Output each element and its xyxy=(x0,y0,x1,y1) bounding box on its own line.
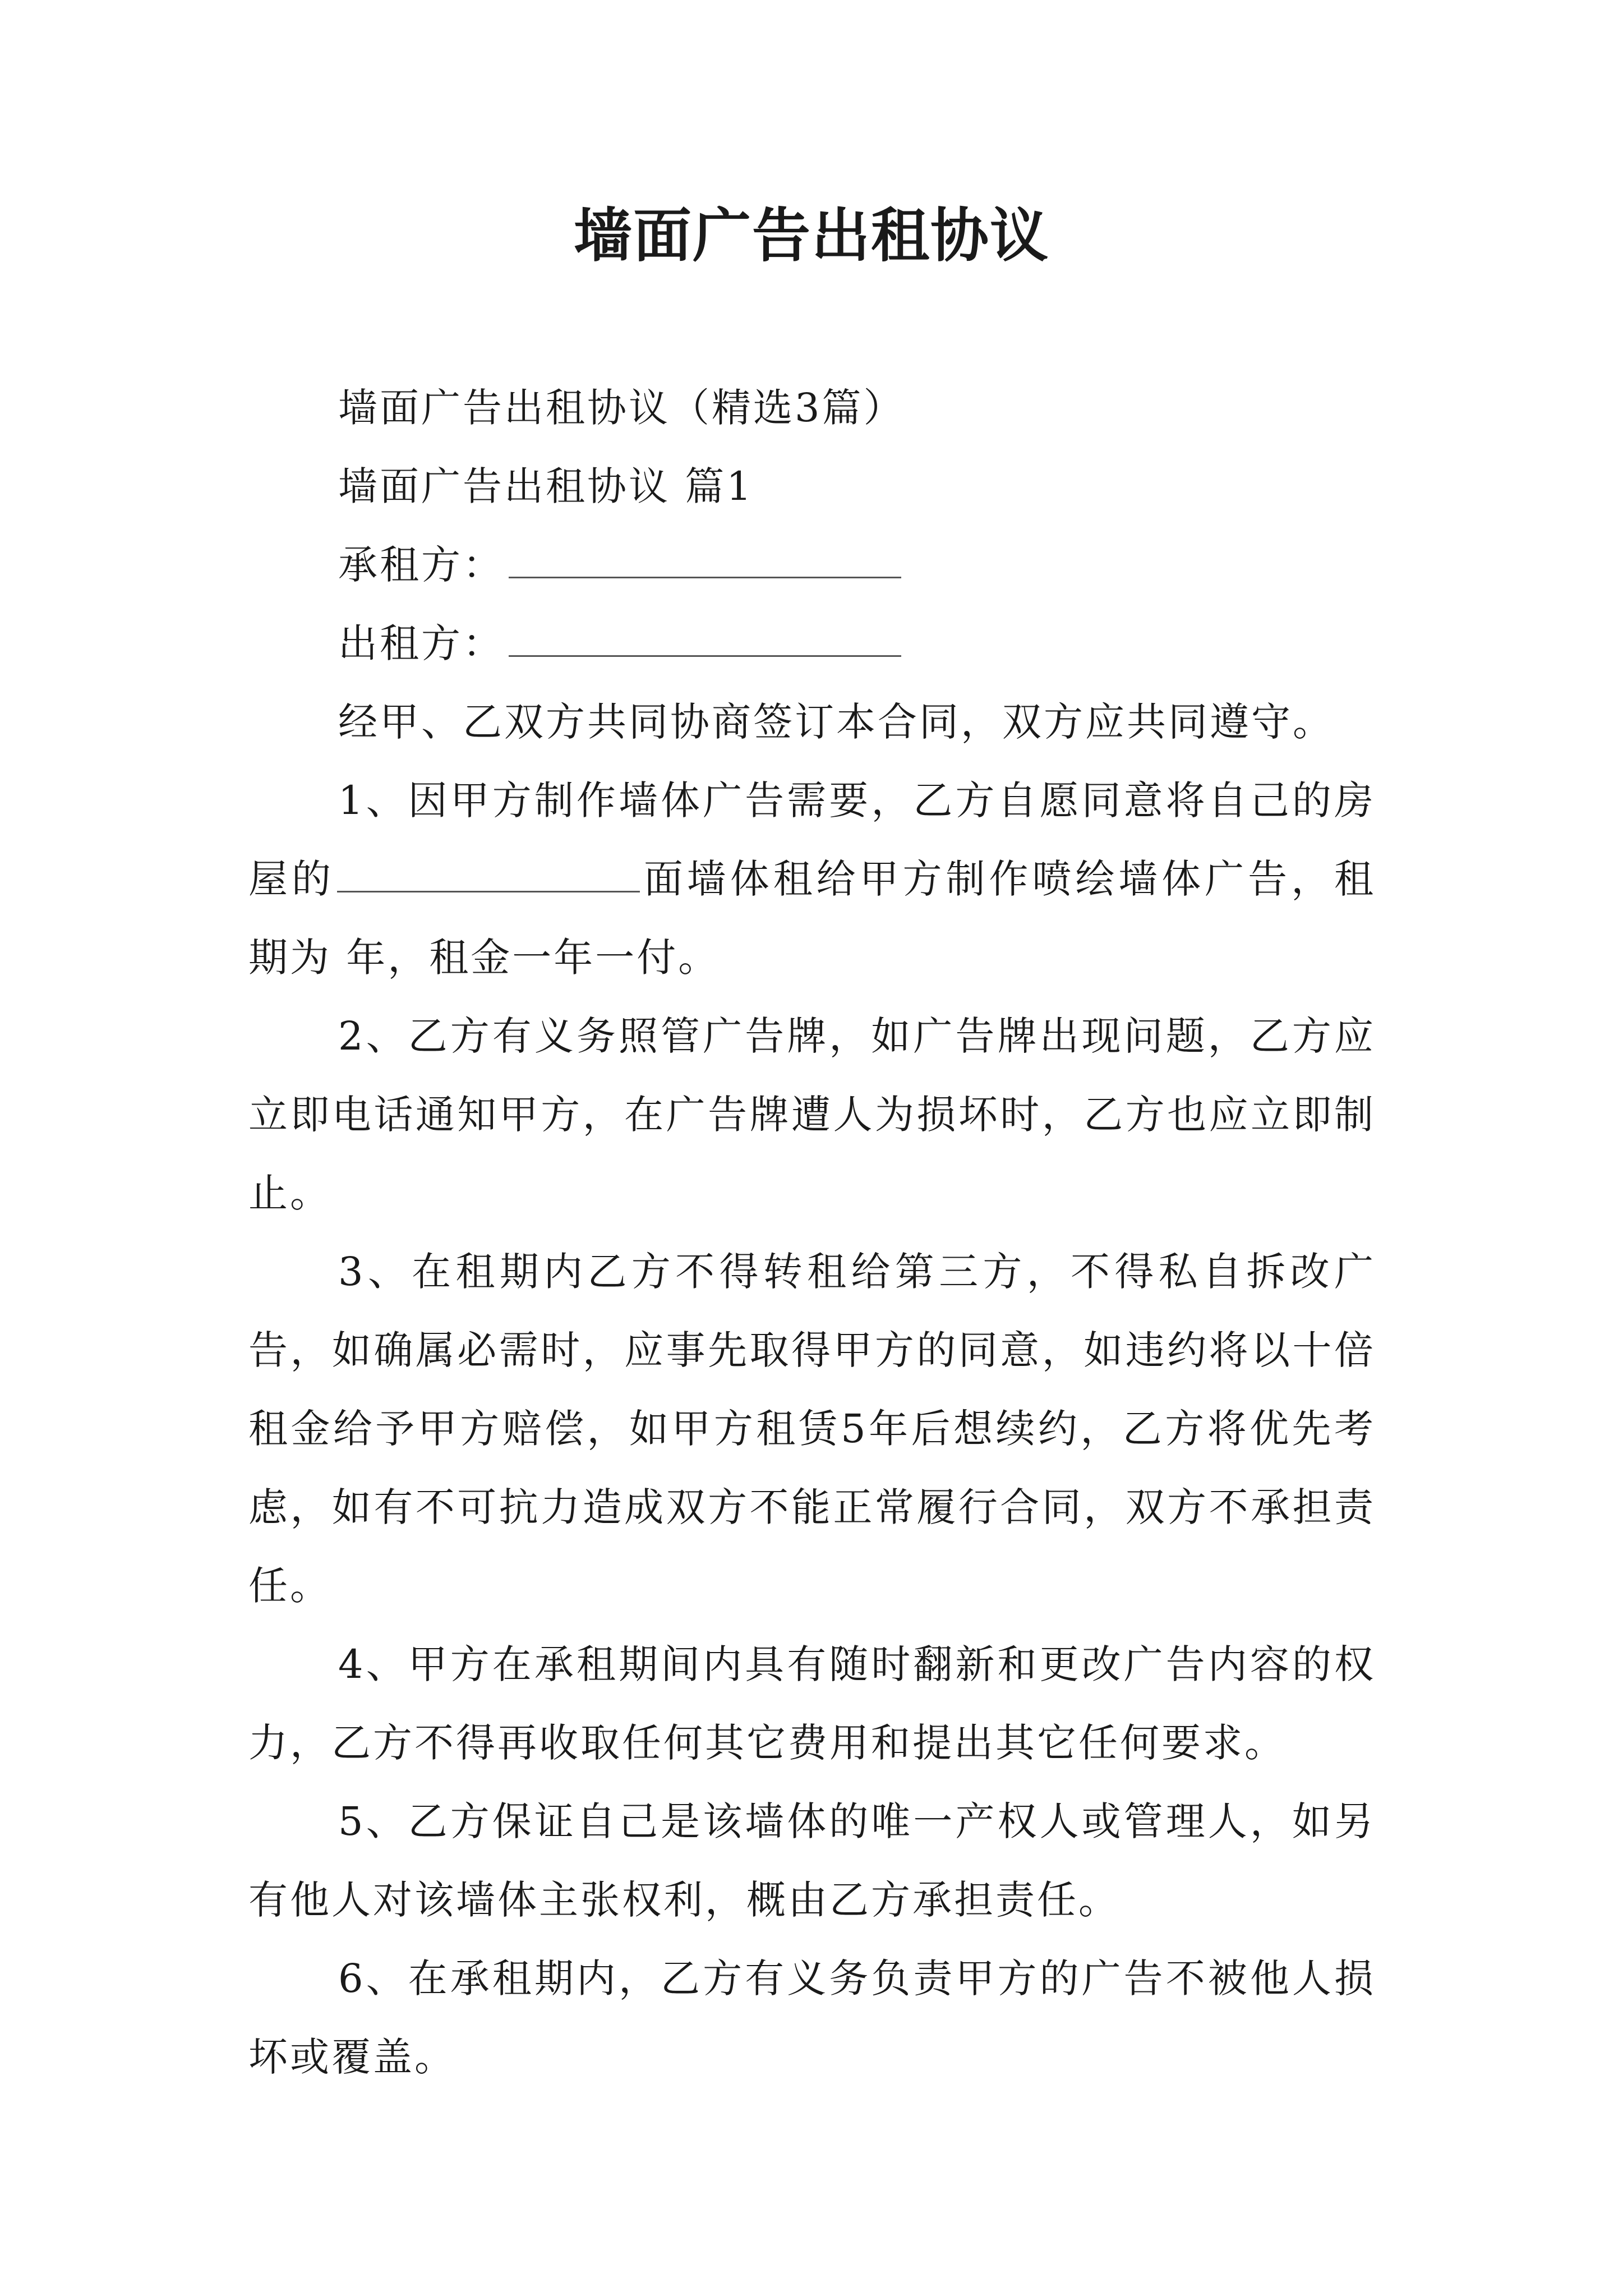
clause-1-before: 1、因甲方制作墙体广告需要，乙方自愿同意将自己的房屋的 xyxy=(248,777,1376,902)
lessor-label: 出租方： xyxy=(338,620,504,666)
document-body xyxy=(248,369,1376,2096)
clause-1-after: 面墙体租给甲方制作喷绘墙体广告，租期为 年，租金一年一付。 xyxy=(248,856,1376,981)
clause-2: 2、乙方有义务照管广告牌，如广告牌出现问题，乙方应立即电话通知甲方，在广告牌遭人为损坏时，乙方也应立即制止。 xyxy=(248,1013,1376,1216)
lessee-blank xyxy=(509,540,901,579)
document-title: 墙面广告出租协议 xyxy=(573,201,1049,270)
clause-1 xyxy=(248,761,1376,997)
intro-paragraph: 经甲、乙双方共同协商签订本合同，双方应共同遵守。 xyxy=(338,699,1334,745)
lessor-blank xyxy=(509,618,901,657)
clause-5: 5、乙方保证自己是该墙体的唯一产权人或管理人，如另有他人对该墙体主张权利，概由乙方承担责任。 xyxy=(248,1798,1376,1923)
lessee-label: 承租方： xyxy=(338,542,504,588)
clause-3: 3、在租期内乙方不得转租给第三方，不得私自拆改广告，如确属必需时，应事先取得甲方的同意，如违约将以十倍租金给予甲方赔偿，如甲方租赁5年后想续约，乙方将优先考虑，如有不可抗力造成双方不能正常履行合同，双方不承担责任。 xyxy=(248,1249,1376,1609)
clause-6: 6、在承租期内，乙方有义务负责甲方的广告不被他人损坏或覆盖。 xyxy=(248,1955,1376,2080)
wall-blank xyxy=(337,854,640,893)
lessee-line xyxy=(248,526,1376,604)
subtitle: 墙面广告出租协议（精选3篇） xyxy=(338,385,905,431)
clause-4: 4、甲方在承租期间内具有随时翻新和更改广告内容的权力，乙方不得再收取任何其它费用和提出其它任何要求。 xyxy=(248,1641,1376,1766)
section-heading: 墙面广告出租协议 篇1 xyxy=(338,463,754,509)
lessor-line xyxy=(248,604,1376,683)
